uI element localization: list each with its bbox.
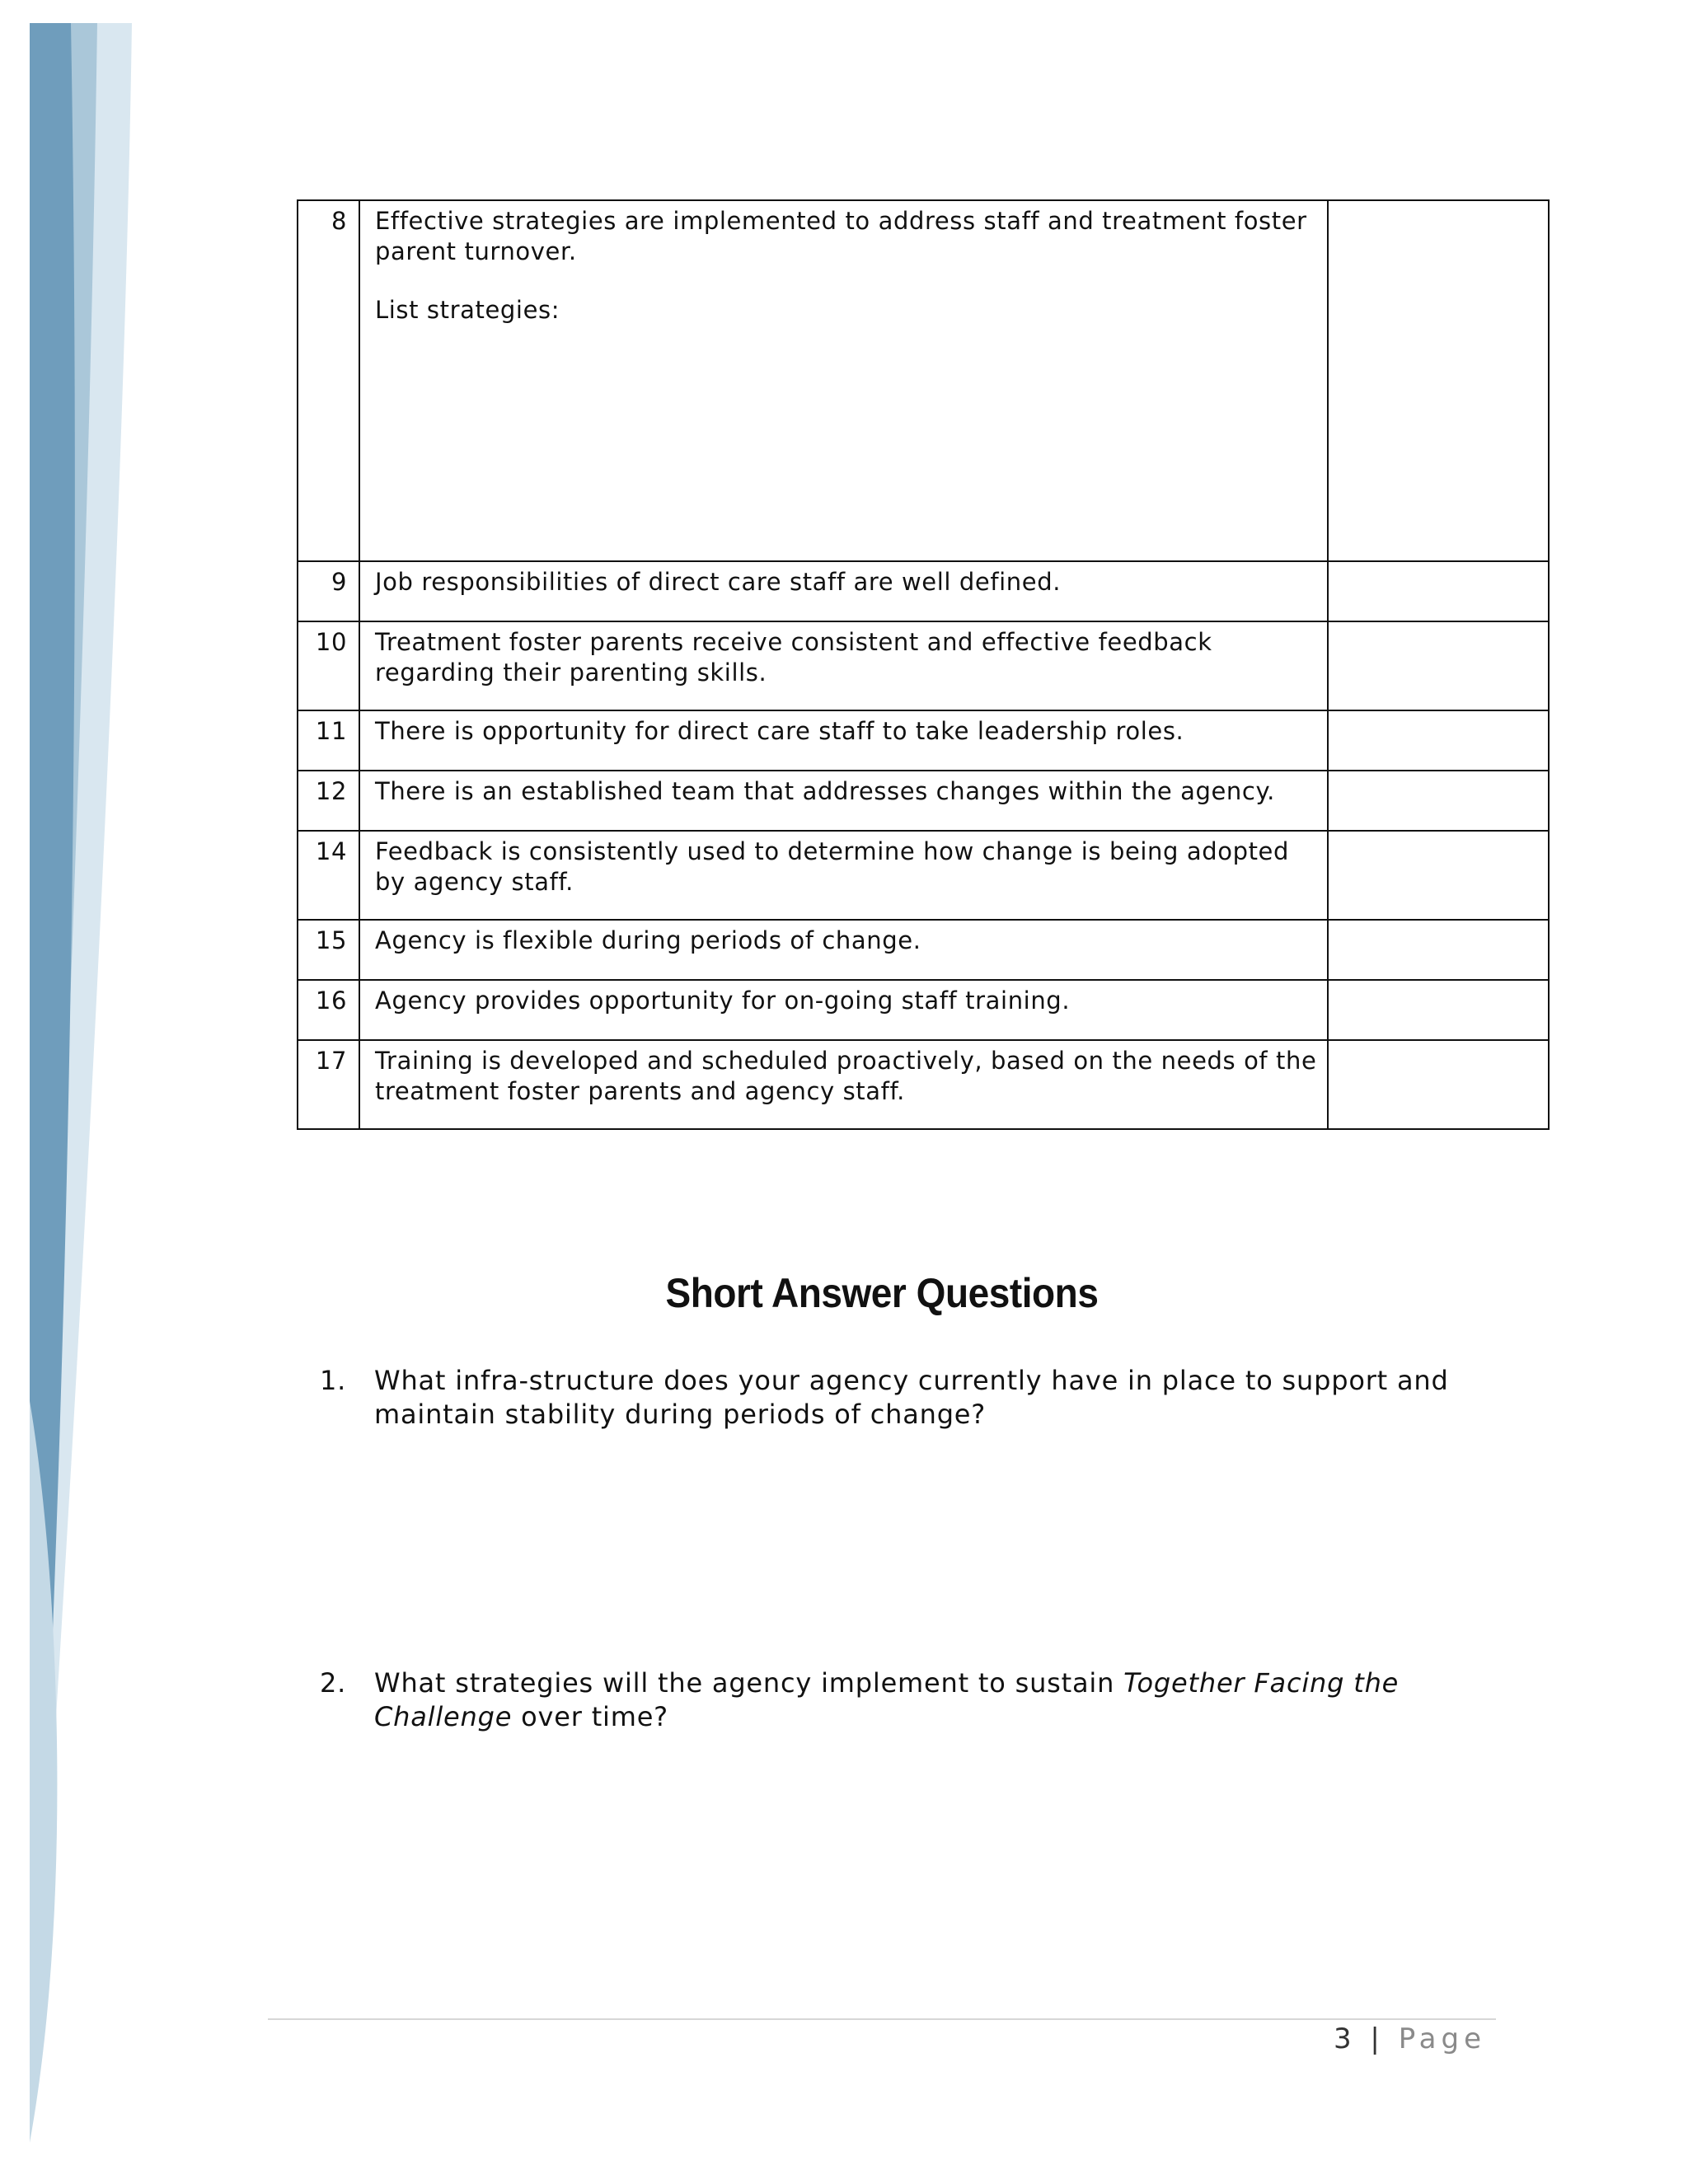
- response-cell[interactable]: [1328, 831, 1549, 920]
- item-text: Training is developed and scheduled proactively, based on the needs of the treatment foster parents and agency staff.: [359, 1040, 1328, 1129]
- table-row: [298, 771, 1549, 831]
- item-number: 9: [298, 561, 359, 621]
- item-number: 10: [298, 621, 359, 710]
- table-row: [298, 561, 1549, 621]
- section-title: Short Answer Questions: [665, 1270, 1099, 1316]
- table-row: [298, 1040, 1549, 1129]
- page-number: 3: [1333, 2022, 1357, 2055]
- decorative-swoosh: [0, 0, 214, 2184]
- response-cell[interactable]: [1328, 561, 1549, 621]
- item-text: Agency provides opportunity for on-going staff training.: [359, 980, 1328, 1040]
- response-cell[interactable]: [1328, 621, 1549, 710]
- question-number: 2.: [320, 1667, 347, 1699]
- item-statement: Effective strategies are implemented to address staff and treatment foster parent turnover.: [375, 207, 1307, 265]
- item-text: Treatment foster parents receive consistent and effective feedback regarding their parenting skills.: [359, 621, 1328, 710]
- question-number: 1.: [320, 1365, 347, 1396]
- question-text-start: What strategies will the agency implement to sustain: [374, 1667, 1124, 1699]
- response-cell[interactable]: [1328, 771, 1549, 831]
- program-title: Together Facing the Challenge: [374, 1667, 1400, 1732]
- question-text: What infra-structure does your agency currently have in place to support and maintain stability during periods of change?: [374, 1365, 1449, 1430]
- list-strategies-label: List strategies:: [375, 296, 560, 324]
- question-text: [374, 1666, 1474, 1734]
- item-text: [359, 200, 1328, 561]
- table-row: [298, 980, 1549, 1040]
- question-item: [320, 1364, 1474, 1432]
- question-item: [320, 1666, 1474, 1734]
- table-row: [298, 920, 1549, 980]
- item-number: 15: [298, 920, 359, 980]
- item-number: 14: [298, 831, 359, 920]
- footer-divider: [268, 2018, 1496, 2020]
- table-row: [298, 621, 1549, 710]
- question-text-end: over time?: [512, 1701, 668, 1732]
- table-row: [298, 710, 1549, 771]
- response-cell[interactable]: [1328, 200, 1549, 561]
- table-row: [298, 200, 1549, 561]
- response-cell[interactable]: [1328, 1040, 1549, 1129]
- footer-separator: |: [1370, 2022, 1385, 2055]
- page-label: Page: [1398, 2022, 1486, 2055]
- page-footer: [1334, 2022, 1486, 2055]
- table-row: [298, 831, 1549, 920]
- item-text: Feedback is consistently used to determine how change is being adopted by agency staff.: [359, 831, 1328, 920]
- item-text: Agency is flexible during periods of change.: [359, 920, 1328, 980]
- item-text: There is an established team that addresses changes within the agency.: [359, 771, 1328, 831]
- response-cell[interactable]: [1328, 710, 1549, 771]
- item-text: Job responsibilities of direct care staff are well defined.: [359, 561, 1328, 621]
- item-number: 17: [298, 1040, 359, 1129]
- item-number: 12: [298, 771, 359, 831]
- response-cell[interactable]: [1328, 980, 1549, 1040]
- item-text: There is opportunity for direct care staff to take leadership roles.: [359, 710, 1328, 771]
- item-number: 11: [298, 710, 359, 771]
- item-number: 16: [298, 980, 359, 1040]
- assessment-table: [297, 199, 1550, 1130]
- response-cell[interactable]: [1328, 920, 1549, 980]
- item-number: 8: [298, 200, 359, 561]
